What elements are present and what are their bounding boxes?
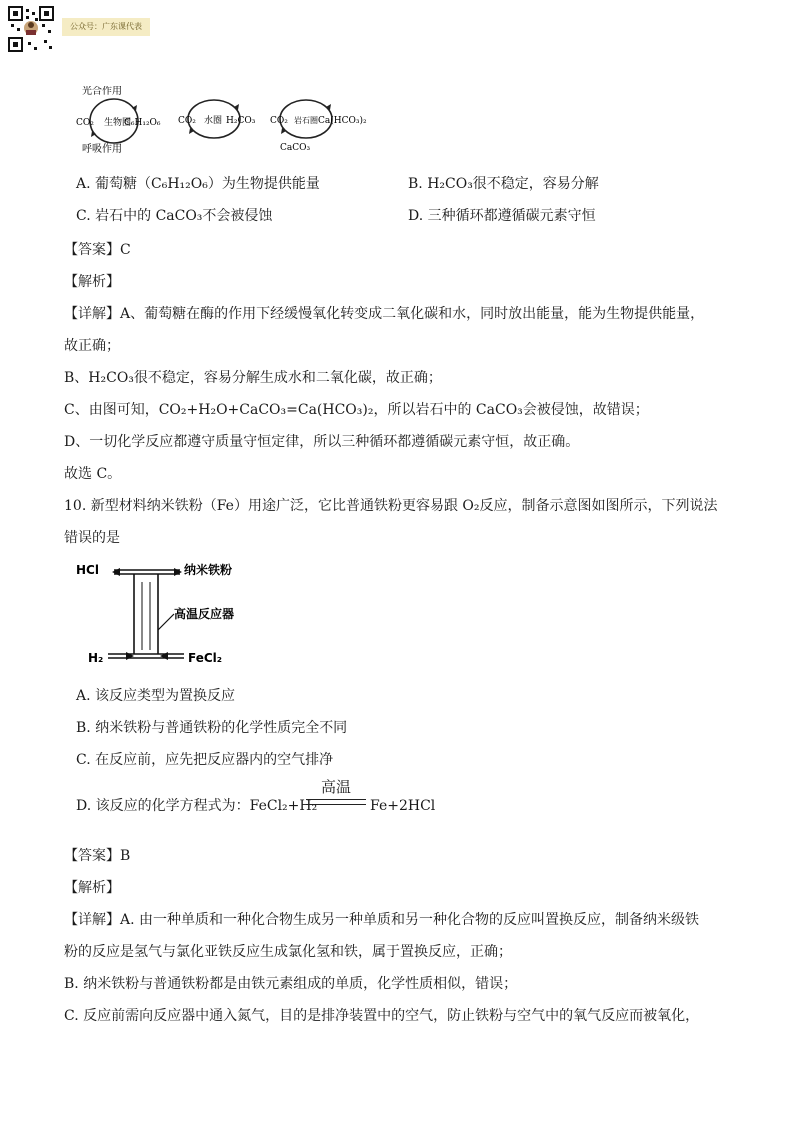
hcl-label: HCl (76, 563, 99, 577)
cycle2-right: H₂CO₃ (226, 116, 256, 126)
equation-double-line (306, 799, 366, 805)
q10-answer-value: B (120, 848, 131, 864)
q9-option-c: C. 岩石中的 CaCO₃不会被侵蚀 (76, 208, 273, 224)
q9-analysis-tag: 【解析】 (64, 274, 120, 290)
q9-detail-5: D、一切化学反应都遵守质量守恒定律，所以三种循环都遵循碳元素守恒，故正确。 (64, 434, 580, 450)
q9-option-a: A. 葡萄糖（C₆H₁₂O₆）为生物提供能量 (76, 176, 320, 192)
q10-detail-3: B. 纳米铁粉与普通铁粉都是由铁元素组成的单质，化学性质相似，错误； (64, 976, 518, 992)
h2-label: H₂ (88, 651, 104, 665)
cycle3-circle: 岩石圈 (294, 116, 318, 125)
q9-option-d: D. 三种循环都遵循碳元素守恒 (408, 208, 596, 224)
cycle1-right: C₆H₁₂O₆ (124, 118, 161, 128)
q10-stem-1: 10. 新型材料纳米铁粉（Fe）用途广泛，它比普通铁粉更容易跟 O₂反应，制备示意图如图所示，下列说法 (64, 498, 718, 514)
q10-analysis-tag: 【解析】 (64, 880, 120, 896)
reaction-condition: 高温 (320, 778, 351, 796)
q9-answer (64, 240, 131, 260)
q10-detail-1: 【详解】A. 由一种单质和一种化合物生成另一种单质和另一种化合物的反应叫置换反应，制备纳米级铁 (64, 912, 700, 928)
header-badge: 公众号：广东课代表 (62, 18, 150, 36)
carbon-cycle-figure (74, 86, 384, 156)
q10-answer (64, 846, 130, 866)
q9-conclusion: 故选 C。 (64, 466, 122, 482)
q10-option-d-prefix: D. 该反应的化学方程式为：FeCl₂+H₂ (76, 798, 318, 814)
fecl2-label: FeCl₂ (188, 651, 223, 665)
q10-stem-2: 错误的是 (64, 530, 120, 546)
cycle2-left: CO₂ (178, 116, 196, 126)
q9-answer-value: C (120, 242, 131, 258)
cycle3-left: CO₂ (270, 116, 288, 126)
reactor-label: 高温反应器 (174, 607, 235, 621)
q10-option-d-suffix: Fe+2HCl (370, 798, 436, 814)
photosynthesis-label: 光合作用 (82, 86, 122, 97)
q9-detail-2: 故正确； (64, 338, 120, 354)
nano-fe-label: 纳米铁粉 (184, 563, 233, 577)
q9-detail-4: C、由图可知，CO₂+H₂O+CaCO₃=Ca(HCO₃)₂，所以岩石中的 CaCO₃会被侵蚀，故错误； (64, 402, 649, 418)
q9-detail-1: 【详解】A、葡萄糖在酶的作用下经缓慢氧化转变成二氧化碳和水，同时放出能量，能为生物提供能量， (64, 306, 705, 322)
respiration-label: 呼吸作用 (82, 144, 122, 155)
q9-detail-3: B、H₂CO₃很不稳定，容易分解生成水和二氧化碳，故正确； (64, 370, 442, 386)
q10-detail-4: C. 反应前需向反应器中通入氮气，目的是排净装置中的空气，防止铁粉与空气中的氧气反应而被氧化， (64, 1008, 700, 1024)
cycle1-left: CO₂ (76, 118, 94, 128)
qr-code (8, 6, 54, 52)
cycle3-right: Ca(HCO₃)₂ (318, 116, 367, 126)
q10-detail-2: 粉的反应是氢气与氯化亚铁反应生成氯化氢和铁，属于置换反应，正确； (64, 944, 512, 960)
q10-option-c: C. 在反应前，应先把反应器内的空气排净 (76, 752, 334, 768)
q10-option-b: B. 纳米铁粉与普通铁粉的化学性质完全不同 (76, 720, 348, 736)
cycle3-bottom: CaCO₃ (280, 143, 311, 153)
reactor-diagram (72, 558, 272, 668)
q9-option-b: B. H₂CO₃很不稳定，容易分解 (408, 176, 599, 192)
q10-option-a: A. 该反应类型为置换反应 (76, 688, 236, 704)
q9-answer-tag: 【答案】 (64, 242, 120, 258)
cycle2-circle: 水圈 (204, 116, 223, 126)
q10-answer-tag: 【答案】 (64, 848, 120, 864)
cycle1-circle: 生物圈 (104, 118, 132, 128)
